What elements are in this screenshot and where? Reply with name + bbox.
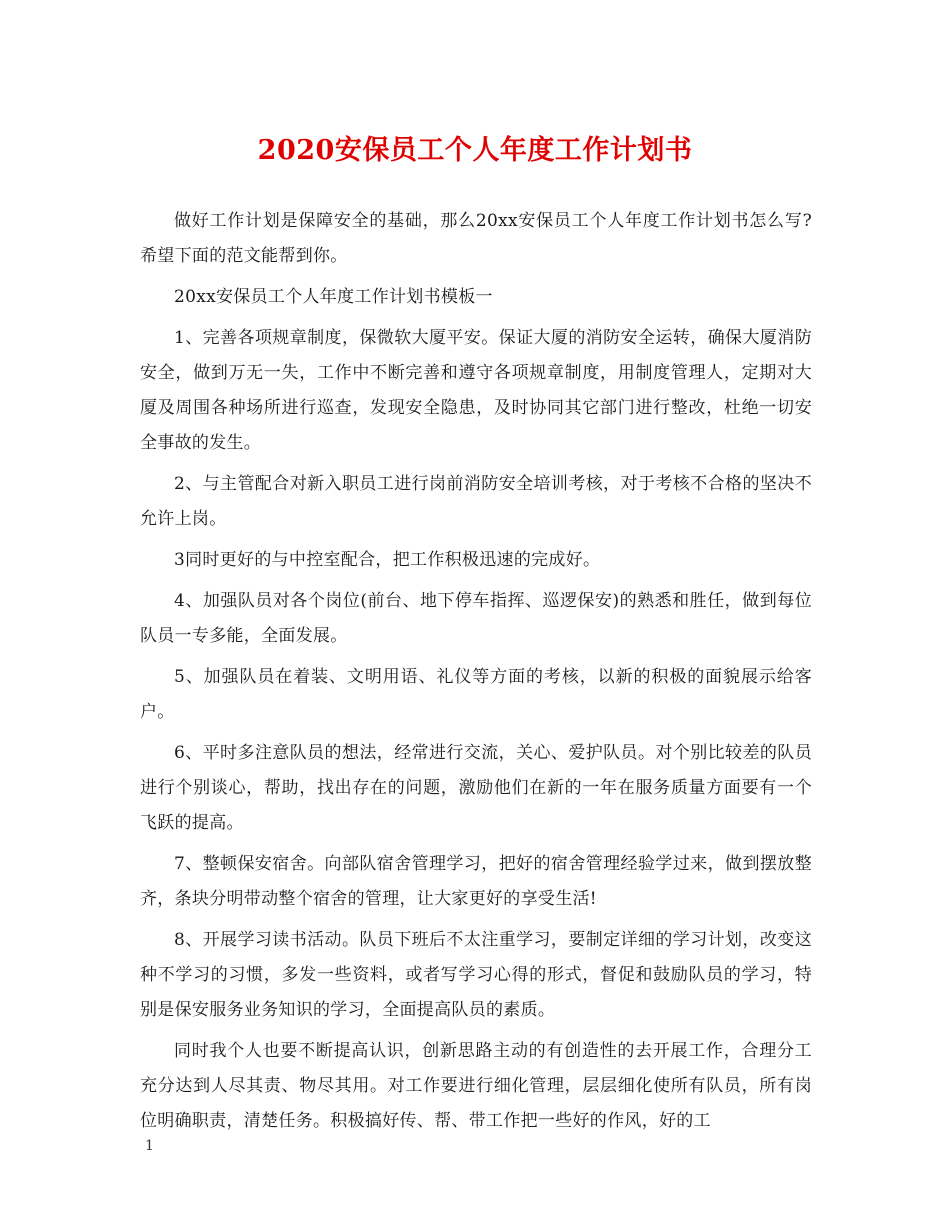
paragraph-item-5: 5、加强队员在着装、文明用语、礼仪等方面的考核，以新的积极的面貌展示给客户。	[140, 667, 812, 722]
paragraph-item-8: 8、开展学习读书活动。队员下班后不太注重学习，要制定详细的学习计划，改变这种不学习的习惯，多发一些资料，或者写学习心得的形式，督促和鼓励队员的学习，特别是保安服务业务知识的学习，全面提高队员的素质。	[140, 930, 812, 1020]
paragraph-item-1: 1、完善各项规章制度，保微软大厦平安。保证大厦的消防安全运转，确保大厦消防安全，做到万无一失，工作中不断完善和遵守各项规章制度，用制度管理人，定期对大厦及周围各种场所进行巡查，发现安全隐患，及时协同其它部门进行整改，杜绝一切安全事故的发生。	[140, 328, 812, 453]
paragraph-template-heading: 20xx安保员工个人年度工作计划书模板一	[174, 287, 493, 307]
paragraph-item-6: 6、平时多注意队员的想法，经常进行交流，关心、爱护队员。对个别比较差的队员进行个别谈心，帮助，找出存在的问题，激励他们在新的一年在服务质量方面要有一个飞跃的提高。	[140, 743, 812, 833]
paragraph-closing: 同时我个人也要不断提高认识，创新思路主动的有创造性的去开展工作，合理分工充分达到人尽其责、物尽其用。对工作要进行细化管理，层层细化使所有队员，所有岗位明确职责，清楚任务。积极搞好传、帮、带工作把一些好的作风，好的工	[140, 1041, 812, 1131]
paragraph-item-7: 7、整顿保安宿舍。向部队宿舍管理学习，把好的宿舍管理经验学过来，做到摆放整齐，条块分明带动整个宿舍的管理，让大家更好的享受生活!	[140, 854, 812, 909]
page-number: 1	[145, 1138, 154, 1154]
paragraph-intro: 做好工作计划是保障安全的基础，那么20xx安保员工个人年度工作计划书怎么写?希望下面的范文能帮到你。	[140, 211, 812, 266]
paragraph-item-3: 3同时更好的与中控室配合，把工作积极迅速的完成好。	[174, 550, 601, 570]
paragraph-item-2: 2、与主管配合对新入职员工进行岗前消防安全培训考核，对于考核不合格的坚决不允许上岗。	[140, 474, 812, 529]
document-title: 2020安保员工个人年度工作计划书	[257, 135, 693, 166]
document-body	[140, 204, 812, 1145]
paragraph-item-4: 4、加强队员对各个岗位(前台、地下停车指挥、巡逻保安)的熟悉和胜任，做到每位队员一专多能，全面发展。	[140, 591, 812, 646]
